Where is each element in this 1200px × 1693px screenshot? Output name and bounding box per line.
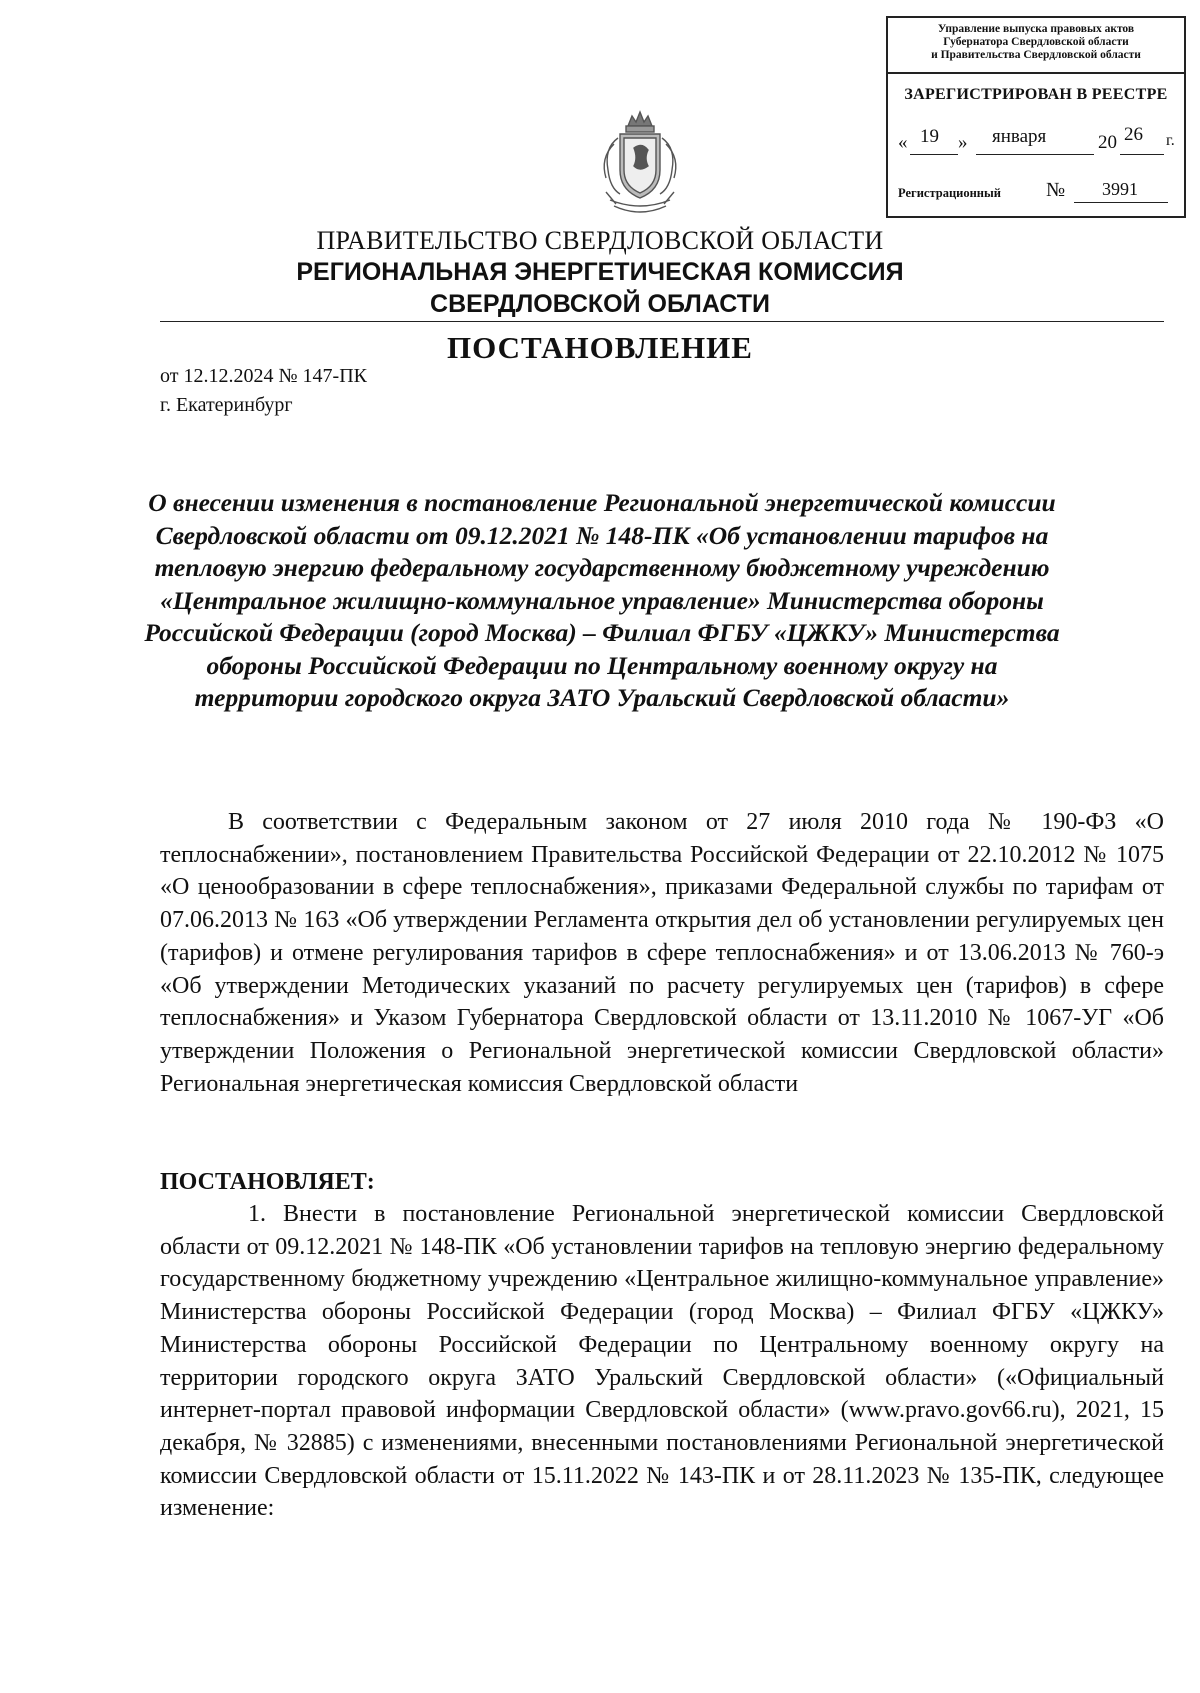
stamp-header-line: Управление выпуска правовых актов <box>937 23 1135 35</box>
coat-of-arms-icon <box>590 108 690 220</box>
document-date-number: от 12.12.2024 № 147-ПК <box>160 365 368 387</box>
stamp-title: ЗАРЕГИСТРИРОВАН В РЕЕСТРЕ <box>904 86 1168 103</box>
stamp-registration <box>898 178 1180 206</box>
commission-title-line2: СВЕРДЛОВСКОЙ ОБЛАСТИ <box>430 290 770 318</box>
government-title: ПРАВИТЕЛЬСТВО СВЕРДЛОВСКОЙ ОБЛАСТИ <box>316 226 884 255</box>
document-subject: О внесении изменения в постановление Региональной энергетической комиссии Свердловской области от 09.12.2021 № 148-ПК «Об установлении тарифов на тепловую энергию федеральному государственному бюджетному учреждению «Центральное жилищно-коммунальное управление» Министерства обороны Российской Федерации (город Москва) – Филиал ФГБУ «ЦЖКУ» Министерства обороны Российской Федерации по Центральному военному округу на территории городского округа ЗАТО Уральский Свердловской области» <box>144 488 1060 712</box>
stamp-date-year-prefix: 20 <box>1098 132 1117 153</box>
stamp-date-year-mark: г. <box>1166 132 1175 149</box>
stamp-date-month: января <box>992 126 1047 147</box>
stamp-date <box>898 126 1180 156</box>
stamp-header <box>888 18 1184 74</box>
commission-title-line1: РЕГИОНАЛЬНАЯ ЭНЕРГЕТИЧЕСКАЯ КОМИССИЯ <box>296 258 904 286</box>
document-city: г. Екатеринбург <box>160 394 293 416</box>
stamp-header-line: и Правительства Свердловской области <box>931 49 1141 61</box>
registration-stamp <box>886 16 1186 218</box>
item-1-paragraph: 1. Внести в постановление Региональной энергетической комиссии Свердловской области от 09.12.2021 № 148-ПК «Об установлении тарифов на тепловую энергию федеральному государственному бюджетному учреждению «Центральное жилищно-коммунальное управление» Министерства обороны Российской Федерации (город Москва) – Филиал ФГБУ «ЦЖКУ» Министерства обороны Российской Федерации по Центральному военному округу на территории городского округа ЗАТО Уральский Свердловской области» («Официальный интернет-портал правовой информации Свердловской области» (www.pravo.gov66.ru), 2021, 15 декабря, № 32885) с изменениями, внесенными постановлениями Региональной энергетической комиссии Свердловской области от 15.11.2022 № 143-ПК и от 28.11.2023 № 135-ПК, следующее изменение: <box>160 1201 1164 1522</box>
stamp-reg-label: Регистрационный <box>898 186 1001 200</box>
stamp-header-line: Губернатора Свердловской области <box>943 36 1129 48</box>
stamp-date-day: 19 <box>920 126 939 147</box>
stamp-date-open-quote: « <box>898 132 908 153</box>
stamp-date-year-suffix: 26 <box>1124 124 1143 145</box>
stamp-reg-number: 3991 <box>1102 179 1138 199</box>
document-type: ПОСТАНОВЛЕНИЕ <box>447 330 753 365</box>
preamble-paragraph: В соответствии с Федеральным законом от 27 июля 2010 года № 190-ФЗ «О теплоснабжении», постановлением Правительства Российской Федерации от 22.10.2012 № 1075 «О ценообразовании в сфере теплоснабжения», приказами Федеральной службы по тарифам от 07.06.2013 № 163 «Об утверждении Регламента открытия дел об установлении регулируемых цен (тарифов) и отмене регулирования тарифов в сфере теплоснабжения» и от 13.06.2013 № 760-э «Об утверждении Методических указаний по расчету регулируемых цен (тарифов) в сфере теплоснабжения» и Указом Губернатора Свердловской области от 13.11.2010 № 1067-УГ «Об утверждении Положения о Региональной энергетической комиссии Свердловской области» Региональная энергетическая комиссия Свердловской области <box>160 809 1164 1097</box>
header-divider <box>160 321 1164 322</box>
resolves-heading: ПОСТАНОВЛЯЕТ: <box>160 1169 375 1195</box>
stamp-reg-no-sign: № <box>1046 179 1066 201</box>
stamp-date-close-quote: » <box>958 132 968 153</box>
